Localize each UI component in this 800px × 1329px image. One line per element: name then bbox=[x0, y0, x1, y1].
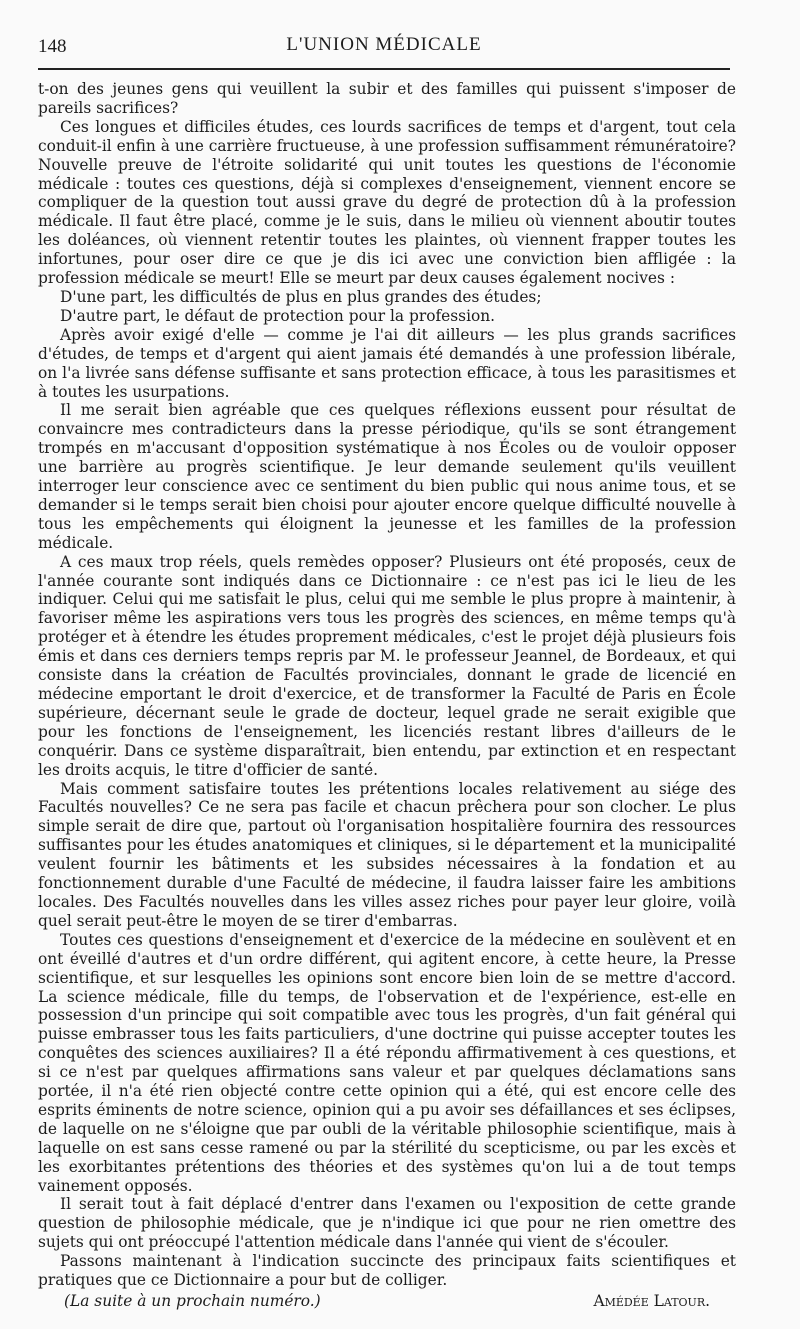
continuation-note: (La suite à un prochain numéro.) bbox=[64, 1292, 321, 1310]
author-name: Amédée Latour. bbox=[593, 1292, 710, 1310]
paragraph: Après avoir exigé d'elle — comme je l'ai dit ailleurs — les plus grands sacrifices d'études, de temps et d'argent qui aient jamais été demandés à une profession libérale, on l'a livrée sans défense suffisante et sans protection efficace, à tous les parasitismes et à toutes les usurpations. bbox=[38, 325, 736, 401]
page-number: 148 bbox=[38, 36, 67, 57]
paragraph: D'une part, les difficultés de plus en plus grandes des études; bbox=[60, 287, 542, 306]
paragraph: Il serait tout à fait déplacé d'entrer dans l'examen ou l'exposition de cette grande question de philosophie médicale, que je n'indique ici que pour ne rien omettre des sujets qui ont préoccupé l'attention médicale dans l'année qui vient de s'écouler. bbox=[38, 1195, 736, 1252]
page-header bbox=[38, 32, 730, 66]
author-signature bbox=[593, 1292, 710, 1311]
paragraph: t-on des jeunes gens qui veuillent la subir et des familles qui puissent s'imposer de pareils sacrifices? bbox=[38, 80, 736, 117]
running-title: L'UNION MÉDICALE bbox=[286, 34, 482, 55]
paragraph: Ces longues et difficiles études, ces lourds sacrifices de temps et d'argent, tout cela conduit-il enfin à une carrière fructueuse, à une profession suffisamment rémunératoire? Nouvelle preuve de l'étroite solidarité qui unit toutes les questions de l'économie médicale : toutes ces questions, déjà si complexes d'enseignement, viennent encore se compliquer de la question tout aussi grave du degré de protection dû à la profession médicale. Il faut être placé, comme je le suis, dans le milieu où viennent aboutir toutes les doléances, où viennent retentir toutes les plaintes, où viennent frapper toutes les infortunes, pour oser dire ce que je dis ici avec une conviction bien affligée : la profession médicale se meurt! Elle se meurt par deux causes également nocives : bbox=[38, 117, 736, 288]
article-body bbox=[38, 80, 736, 1314]
signoff bbox=[38, 1292, 736, 1314]
paragraph: D'autre part, le défaut de protection pour la profession. bbox=[60, 306, 496, 325]
header-rule bbox=[38, 68, 730, 70]
paragraph: Passons maintenant à l'indication succincte des principaux faits scientifiques et pratiques que ce Dictionnaire a pour but de colliger. bbox=[38, 1252, 736, 1290]
paragraph: Mais comment satisfaire toutes les prétentions locales relativement au siége des Facultés nouvelles? Ce ne sera pas facile et chacun prêchera pour son clocher. Le plus simple serait de dire que, partout où l'organisation hospitalière fournira des ressources suffisantes pour les études anatomiques et cliniques, si le département et la municipalité veulent fournir les bâtiments et les subsides nécessaires à la fondation et au fonctionnement durable d'une Faculté de médecine, il faudra laisser faire les ambitions locales. Des Facultés nouvelles dans les villes assez riches pour payer leur gloire, voilà quel serait peut-être le moyen de se tirer d'embarras. bbox=[38, 779, 736, 930]
paragraph: Il me serait bien agréable que ces quelques réflexions eussent pour résultat de convaincre mes contradicteurs dans la presse périodique, qu'ils se sont étrangement trompés en m'accusant d'opposition systématique à nos Écoles ou de vouloir opposer une barrière au progrès scientifique. Je leur demande seulement qu'ils veuillent interroger leur conscience avec ce sentiment du bien public qui nous anime tous, et se demander si le temps serait bien choisi pour ajouter encore quelque difficulté nouvelle à tous les empêchements qui éloignent la jeunesse et les familles de la profession médicale. bbox=[38, 401, 736, 552]
paragraph: Toutes ces questions d'enseignement et d'exercice de la médecine en soulèvent et en ont éveillé d'autres et d'un ordre différent, qui agitent encore, à cette heure, la Presse scientifique, et sur lesquelles les opinions sont encore bien loin de se mettre d'accord. La science médicale, fille du temps, de l'observation et de l'expérience, est-elle en possession d'un principe qui soit compatible avec tous les progrès, d'un fait général qui puisse embrasser tous les faits particuliers, d'une doctrine qui puisse accepter toutes les conquêtes des sciences auxiliaires? Il a été répondu affirmativement à ces questions, et si ce n'est par quelques affirmations sans valeur et par quelques déclamations sans portée, il n'a été rien objecté contre cette opinion qui a été, qui est encore celle des esprits éminents de notre science, opinion qui a pu avoir ses défaillances et ses éclipses, de laquelle on ne s'éloigne que par oubli de la véritable philosophie scientifique, mais à laquelle on est sans cesse ramené ou par la stérilité du scepticisme, ou par les excès et les exorbitantes prétentions des théories et des systèmes qu'on lui a de tout temps vainement opposés. bbox=[38, 930, 736, 1195]
paragraph: A ces maux trop réels, quels remèdes opposer? Plusieurs ont été proposés, ceux de l'année courante sont indiqués dans ce Dictionnaire : ce n'est pas ici le lieu de les indiquer. Celui qui me satisfait le plus, celui qui me semble le plus propre à maintenir, à favoriser même les aspirations vers tous les progrès des sciences, en même temps qu'à protéger et à étendre les études proprement médicales, c'est le projet déjà plusieurs fois émis et dans ces derniers temps repris par M. le professeur Jeannel, de Bordeaux, et qui consiste dans la création de Facultés provinciales, donnant le grade de licencié en médecine emportant le droit d'exercice, et de transformer la Faculté de Paris en École supérieure, décernant seule le grade de docteur, lequel grade ne serait exigible que pour les fonctions de l'enseignement, les licenciés restant libres d'ailleurs de le conquérir. Dans ce système disparaîtrait, bien entendu, par extinction et en respectant les droits acquis, le titre d'officier de santé. bbox=[38, 552, 736, 779]
